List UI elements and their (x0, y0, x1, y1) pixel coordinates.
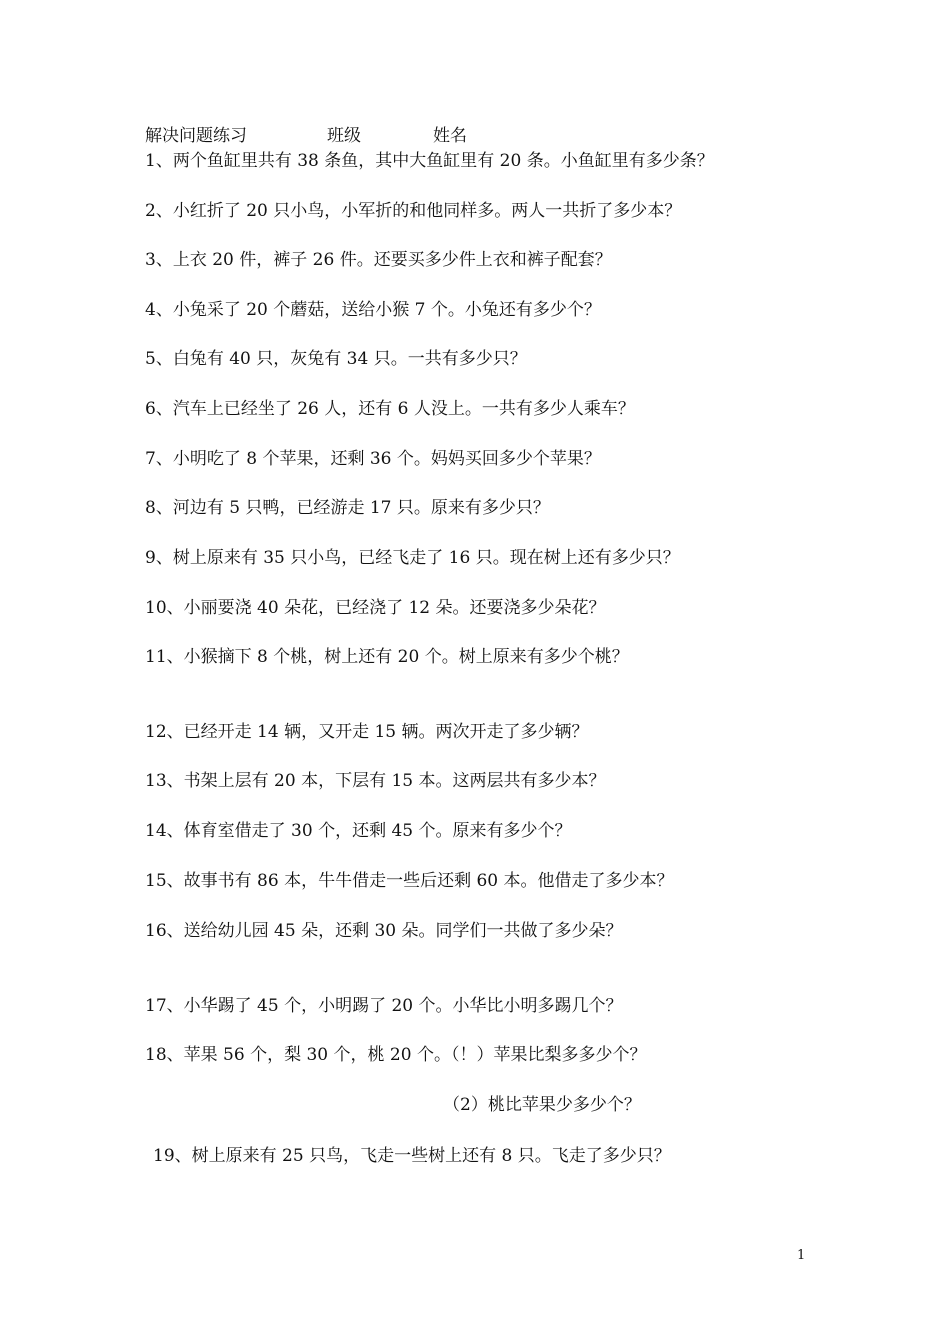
question-4: 4、小兔采了 20 个蘑菇，送给小猴 7 个。小兔还有多少个？ (145, 300, 601, 320)
question-15: 15、故事书有 86 本，牛牛借走一些后还剩 60 本。他借走了多少本？ (145, 871, 674, 891)
question-14: 14、体育室借走了 30 个，还剩 45 个。原来有多少个？ (145, 821, 572, 841)
question-7: 7、小明吃了 8 个苹果，还剩 36 个。妈妈买回多少个苹果？ (145, 449, 601, 469)
question-19: 19、树上原来有 25 只鸟，飞走一些树上还有 8 只。飞走了多少只？ (153, 1146, 671, 1166)
question-6: 6、汽车上已经坐了 26 人，还有 6 人没上。一共有多少人乘车？ (145, 399, 635, 419)
worksheet-title: 解决问题练习 (145, 126, 247, 146)
question-10: 10、小丽要浇 40 朵花，已经浇了 12 朵。还要浇多少朵花？ (145, 598, 606, 618)
class-label: 班级 (327, 126, 361, 146)
question-13: 13、书架上层有 20 本，下层有 15 本。这两层共有多少本？ (145, 771, 606, 791)
question-2: 2、小红折了 20 只小鸟，小军折的和他同样多。两人一共折了多少本？ (145, 201, 682, 221)
question-11: 11、小猴摘下 8 个桃，树上还有 20 个。树上原来有多少个桃？ (145, 647, 629, 667)
name-label: 姓名 (433, 126, 467, 146)
question-18-part-2: （2）桃比苹果少多少个？ (443, 1095, 641, 1115)
question-9: 9、树上原来有 35 只小鸟，已经飞走了 16 只。现在树上还有多少只？ (145, 548, 680, 568)
page-number: 1 (797, 1248, 806, 1263)
question-18: 18、苹果 56 个，梨 30 个，桃 20 个。（！）苹果比梨多多少个？ (145, 1045, 647, 1065)
worksheet-header (145, 125, 545, 147)
question-1: 1、两个鱼缸里共有 38 条鱼，其中大鱼缸里有 20 条。小鱼缸里有多少条？ (145, 151, 714, 171)
question-16: 16、送给幼儿园 45 朵，还剩 30 朵。同学们一共做了多少朵？ (145, 921, 623, 941)
question-8: 8、河边有 5 只鸭，已经游走 17 只。原来有多少只？ (145, 498, 550, 518)
question-3: 3、上衣 20 件，裤子 26 件。还要买多少件上衣和裤子配套？ (145, 250, 612, 270)
question-12: 12、已经开走 14 辆，又开走 15 辆。两次开走了多少辆？ (145, 722, 589, 742)
question-5: 5、白兔有 40 只，灰兔有 34 只。一共有多少只？ (145, 349, 527, 369)
question-17: 17、小华踢了 45 个，小明踢了 20 个。小华比小明多踢几个？ (145, 996, 623, 1016)
